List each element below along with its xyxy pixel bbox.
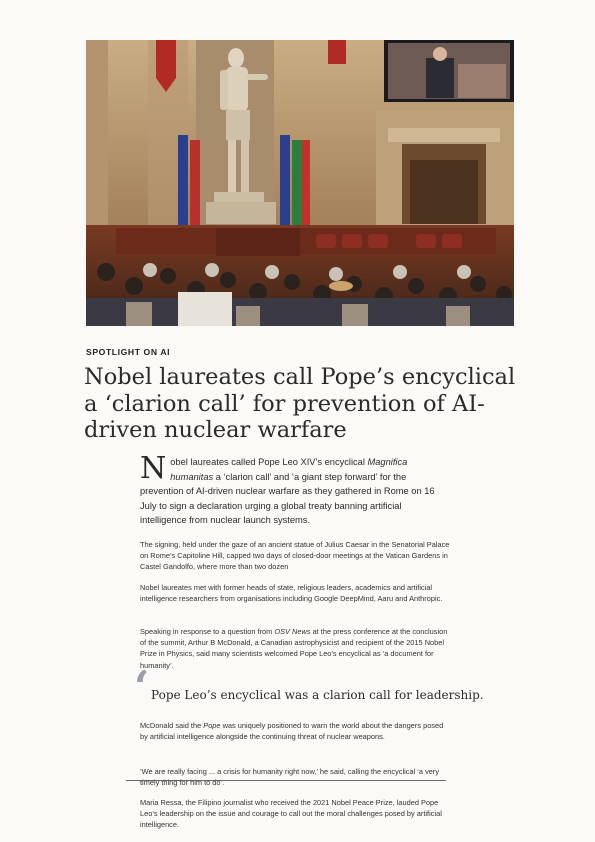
body-paragraph: Speaking in response to a question from OSV News at the press conference at the conclusion of the summit, Arthur B McDonald, a Canadian astrophysicist and recipient of the 2015 Nobel Prize in Physics, said many scientists welcomed Pope Leo’s encyclical as ‘a document for humanity’. <box>140 627 448 670</box>
video-screen <box>384 40 514 102</box>
body-paragraph: The signing, held under the gaze of an ancient statue of Julius Caesar in the Senatorial Palace on Rome’s Capitoline Hill, capped two days of closed-door meetings at the Vatican Gardens in Castel Gandolfo, where more than two dozen <box>140 540 450 572</box>
lede-paragraph: Nobel laureates called Pope Leo XIV’s encyclical Magnifica humanitas a ‘clarion call’ and ‘a giant step forward’ for the prevention of AI-driven nuclear warfare as they gathered in Rome on 16 July to sign a declaration urging a global treaty banning artificial intelligence from nuclear launch systems. <box>140 451 435 526</box>
pull-quote: Pope Leo’s encyclical was a clarion call for leadership. <box>151 688 484 702</box>
article-headline: Nobel laureates call Pope’s encyclical a ‘clarion call’ for prevention of AI-driven nuclear warfare <box>84 364 516 443</box>
body-paragraph: ‘We are really facing ... a crisis for humanity right now,’ he said, calling the encyclical ‘a very timely thing for him to do’. <box>140 767 440 788</box>
red-banner <box>156 40 176 78</box>
body-paragraph: Maria Ressa, the Filipino journalist who received the 2021 Nobel Peace Prize, lauded Pope Leo’s leadership on the issue and courage to call out the moral challenges posed by artificial intelligence. <box>140 798 442 830</box>
section-kicker: SPOTLIGHT ON AI <box>86 347 171 357</box>
senate-hall-photo <box>86 40 514 326</box>
body-paragraph: Nobel laureates met with former heads of state, religious leaders, academics and artificial intelligence researchers from organisations including Google DeepMind, Aaru and Anthropic. <box>140 583 443 604</box>
body-paragraph: McDonald said the Pope was uniquely positioned to warn the world about the dangers posed by artificial intelligence alongside the continuing threat of nuclear weapons. <box>140 721 444 742</box>
article-photo <box>86 40 514 326</box>
divider-line <box>126 780 446 781</box>
drop-cap: N <box>140 451 167 486</box>
quote-mark-icon: ‘ <box>134 662 150 713</box>
